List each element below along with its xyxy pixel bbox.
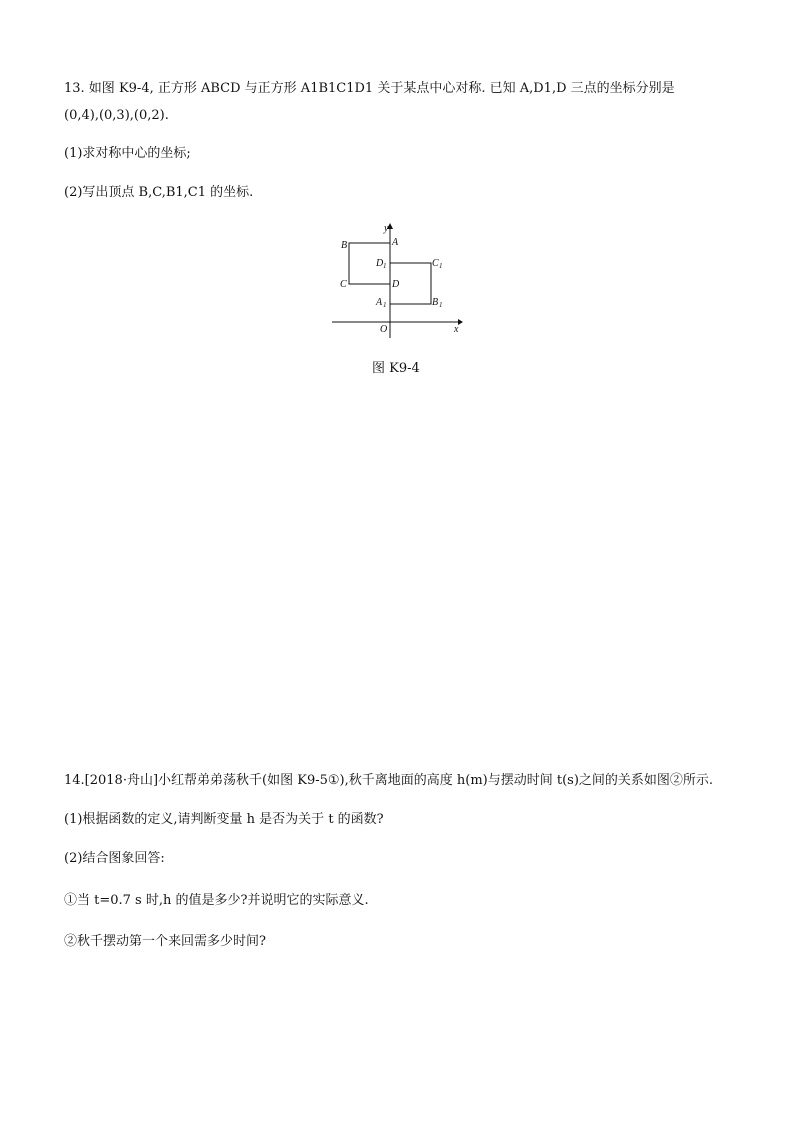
- x-axis-arrow: [458, 319, 463, 325]
- q14-part1: (1)根据函数的定义,请判断变量 h 是否为关于 t 的函数?: [64, 812, 384, 827]
- figure-caption: 图 K9-4: [372, 361, 420, 376]
- q13-part2: (2)写出顶点 B,C,B1,C1 的坐标.: [64, 185, 254, 200]
- label-x: x: [454, 324, 459, 335]
- label-a1: A: [376, 297, 383, 308]
- label-c1: C: [432, 258, 439, 269]
- label-y: y: [384, 223, 389, 234]
- label-a1-sub: 1: [383, 301, 387, 309]
- q14-part2: (2)结合图象回答:: [64, 851, 165, 866]
- q13-part1: (1)求对称中心的坐标;: [64, 146, 191, 161]
- q14-sub1: ①当 t=0.7 s 时,h 的值是多少?并说明它的实际意义.: [64, 893, 369, 908]
- label-c1-sub: 1: [439, 262, 443, 270]
- q14-stem: 14.[2018·舟山]小红帮弟弟荡秋千(如图 K9-5①),秋千离地面的高度 h(m)与摆动时间 t(s)之间的关系如图②所示.: [64, 773, 714, 788]
- q14-sub2: ②秋千摆动第一个来回需多少时间?: [64, 934, 266, 949]
- label-b1: B: [432, 297, 439, 308]
- label-c: C: [340, 279, 347, 290]
- label-d1-sub: 1: [383, 262, 387, 270]
- q13-stem-line1: 13. 如图 K9-4, 正方形 ABCD 与正方形 A1B1C1D1 关于某点中心对称. 已知 A,D1,D 三点的坐标分别是: [64, 81, 675, 96]
- label-b: B: [341, 240, 348, 251]
- label-o: O: [380, 324, 388, 335]
- label-d1: D: [376, 258, 384, 269]
- label-a: A: [392, 237, 399, 248]
- label-b1-sub: 1: [439, 301, 443, 309]
- q13-stem-line2: (0,4),(0,3),(0,2).: [64, 108, 169, 123]
- figure-k9-4: [332, 220, 472, 340]
- label-d: D: [392, 279, 400, 290]
